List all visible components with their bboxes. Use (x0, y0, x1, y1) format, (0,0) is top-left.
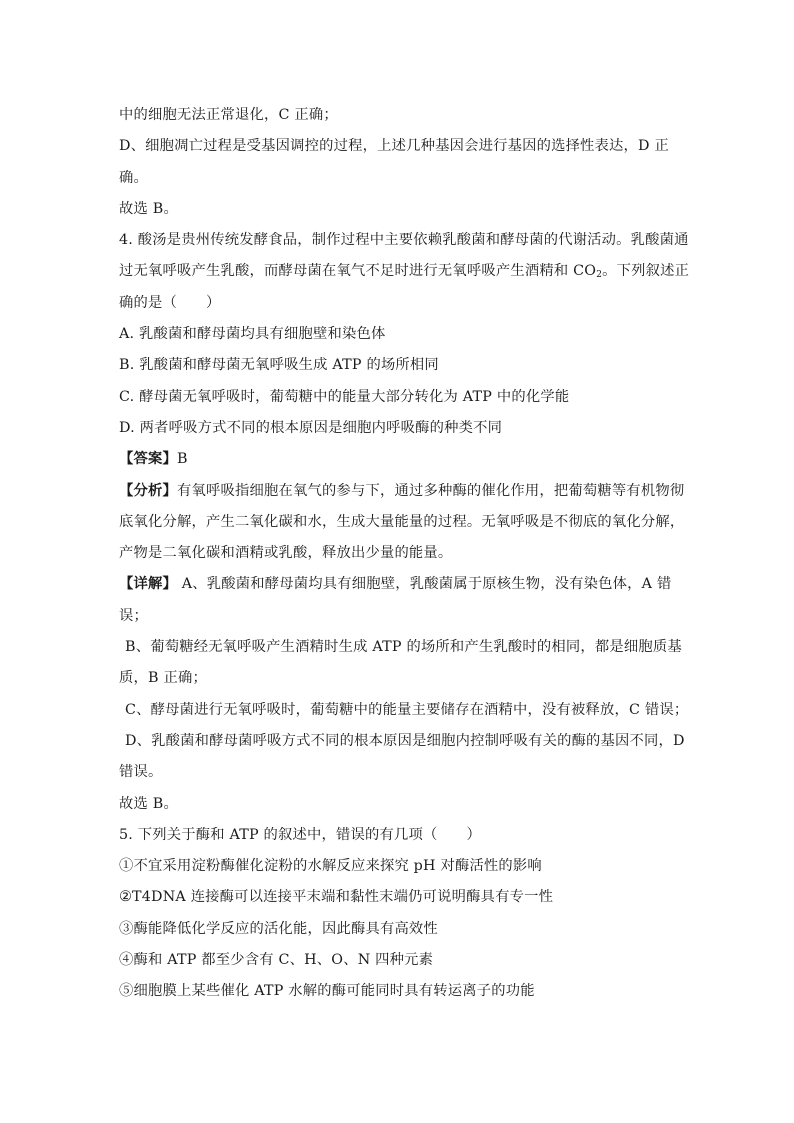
statement-4: ④酶和 ATP 都至少含有 C、H、O、N 四种元素 (119, 952, 434, 969)
text-line: D、乳酸菌和酵母菌呼吸方式不同的根本原因是细胞内控制呼吸有关的酶的基因不同，D (125, 732, 685, 749)
analysis-text: 有氧呼吸指细胞在氧气的参与下，通过多种酶的催化作用，把葡萄糖等有机物彻 (177, 482, 685, 499)
detail-line (119, 569, 679, 600)
statement-5: ⑤细胞膜上某些催化 ATP 水解的酶可能同时具有转运离子的功能 (119, 983, 535, 1000)
question-4-stem-cont (119, 256, 690, 287)
subscript: 2 (596, 270, 603, 281)
option-a: A. 乳酸菌和酵母菌均具有细胞壁和染色体 (119, 326, 386, 343)
option-c: C. 酵母菌无氧呼吸时，葡萄糖中的能量大部分转化为 ATP 中的化学能 (119, 388, 570, 405)
text-line: 确。 (119, 169, 148, 186)
statement-1: ①不宜采用淀粉酶催化淀粉的水解反应来探究 pH 对酶活性的影响 (119, 858, 542, 875)
text-line: B、葡萄糖经无氧呼吸产生酒精时生成 ATP 的场所和产生乳酸时的相同，都是细胞质基 (125, 639, 682, 656)
text-line: 质，B 正确； (119, 670, 207, 687)
statement-2: ②T4DNA 连接酶可以连接平末端和黏性末端仍可说明酶具有专一性 (119, 889, 554, 906)
detail-tag: 【详解】 (119, 576, 177, 593)
answer-text: B (177, 451, 188, 468)
text-line: 中的细胞无法正常退化，C 正确； (119, 107, 338, 123)
page-content (119, 100, 690, 1008)
question-4-stem-end: 确的是（ ） (119, 294, 221, 311)
text-line: 误； (119, 607, 148, 624)
detail-text: A、乳酸菌和酵母菌均具有细胞壁，乳酸菌属于原核生物，没有染色体，A 错 (177, 576, 672, 593)
analysis-line (119, 476, 685, 507)
answer-line (119, 444, 679, 475)
question-5-stem: 5. 下列关于酶和 ATP 的叙述中，错误的有几项（ ） (119, 826, 482, 843)
text-line: 错误。 (119, 764, 163, 781)
text-line: 故选 B。 (119, 795, 178, 812)
option-d: D. 两者呼吸方式不同的根本原因是细胞内呼吸酶的种类不同 (119, 419, 503, 436)
statement-3: ③酶能降低化学反应的活化能，因此酶具有高效性 (119, 920, 438, 937)
text-line: C、酵母菌进行无氧呼吸时，葡萄糖中的能量主要储存在酒精中，没有被释放，C 错误； (125, 701, 689, 718)
text-line: 产物是二氧化碳和酒精或乳酸，释放出少量的能量。 (119, 545, 453, 562)
analysis-tag: 【分析】 (119, 482, 177, 499)
text-segment: 过无氧呼吸产生乳酸，而酵母菌在氧气不足时进行无氧呼吸产生酒精和 CO (119, 263, 597, 280)
text-segment: 。下列叙述正 (602, 263, 690, 280)
text-line: D、细胞凋亡过程是受基因调控的过程，上述几种基因会进行基因的选择性表达，D 正 (119, 138, 669, 155)
text-line: 底氧化分解，产生二氧化碳和水，生成大量能量的过程。无氧呼吸是不彻底的氧化分解， (119, 513, 685, 530)
answer-tag: 【答案】 (119, 451, 177, 468)
text-line: 故选 B。 (119, 200, 178, 217)
question-4-stem: 4. 酸汤是贵州传统发酵食品，制作过程中主要依赖乳酸菌和酵母菌的代谢活动。乳酸菌通 (119, 232, 689, 249)
option-b: B. 乳酸菌和酵母菌无氧呼吸生成 ATP 的场所相同 (119, 357, 439, 374)
